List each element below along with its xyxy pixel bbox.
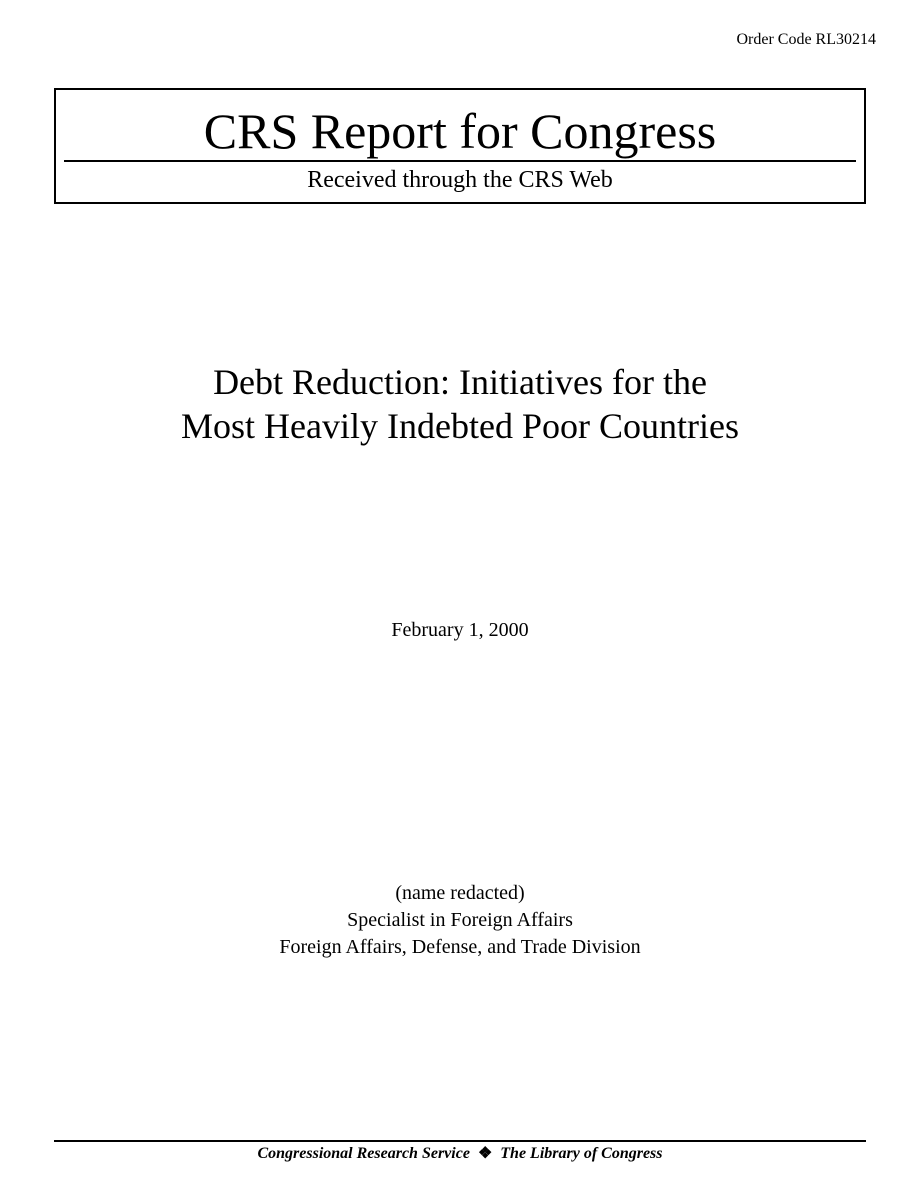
order-code: Order Code RL30214 — [736, 31, 876, 48]
footer-library: The Library of Congress — [500, 1145, 663, 1162]
masthead-subtitle: Received through the CRS Web — [307, 167, 613, 193]
masthead-box — [54, 88, 866, 204]
diamond-ornament-icon: ❖ — [477, 1145, 493, 1162]
report-title-line-2: Most Heavily Indebted Poor Countries — [181, 406, 739, 446]
footer-publisher: Congressional Research Service — [257, 1145, 470, 1162]
footer-divider — [54, 1140, 866, 1142]
report-title-line-1: Debt Reduction: Initiatives for the — [213, 362, 707, 402]
masthead-divider — [64, 160, 856, 162]
author-position: Specialist in Foreign Affairs — [347, 909, 573, 931]
masthead-title: CRS Report for Congress — [203, 103, 717, 159]
author-block — [0, 880, 920, 961]
author-name: (name redacted) — [395, 882, 525, 904]
footer — [0, 1143, 920, 1165]
author-division: Foreign Affairs, Defense, and Trade Division — [279, 936, 641, 958]
report-title — [60, 360, 860, 448]
report-date: February 1, 2000 — [391, 619, 529, 641]
